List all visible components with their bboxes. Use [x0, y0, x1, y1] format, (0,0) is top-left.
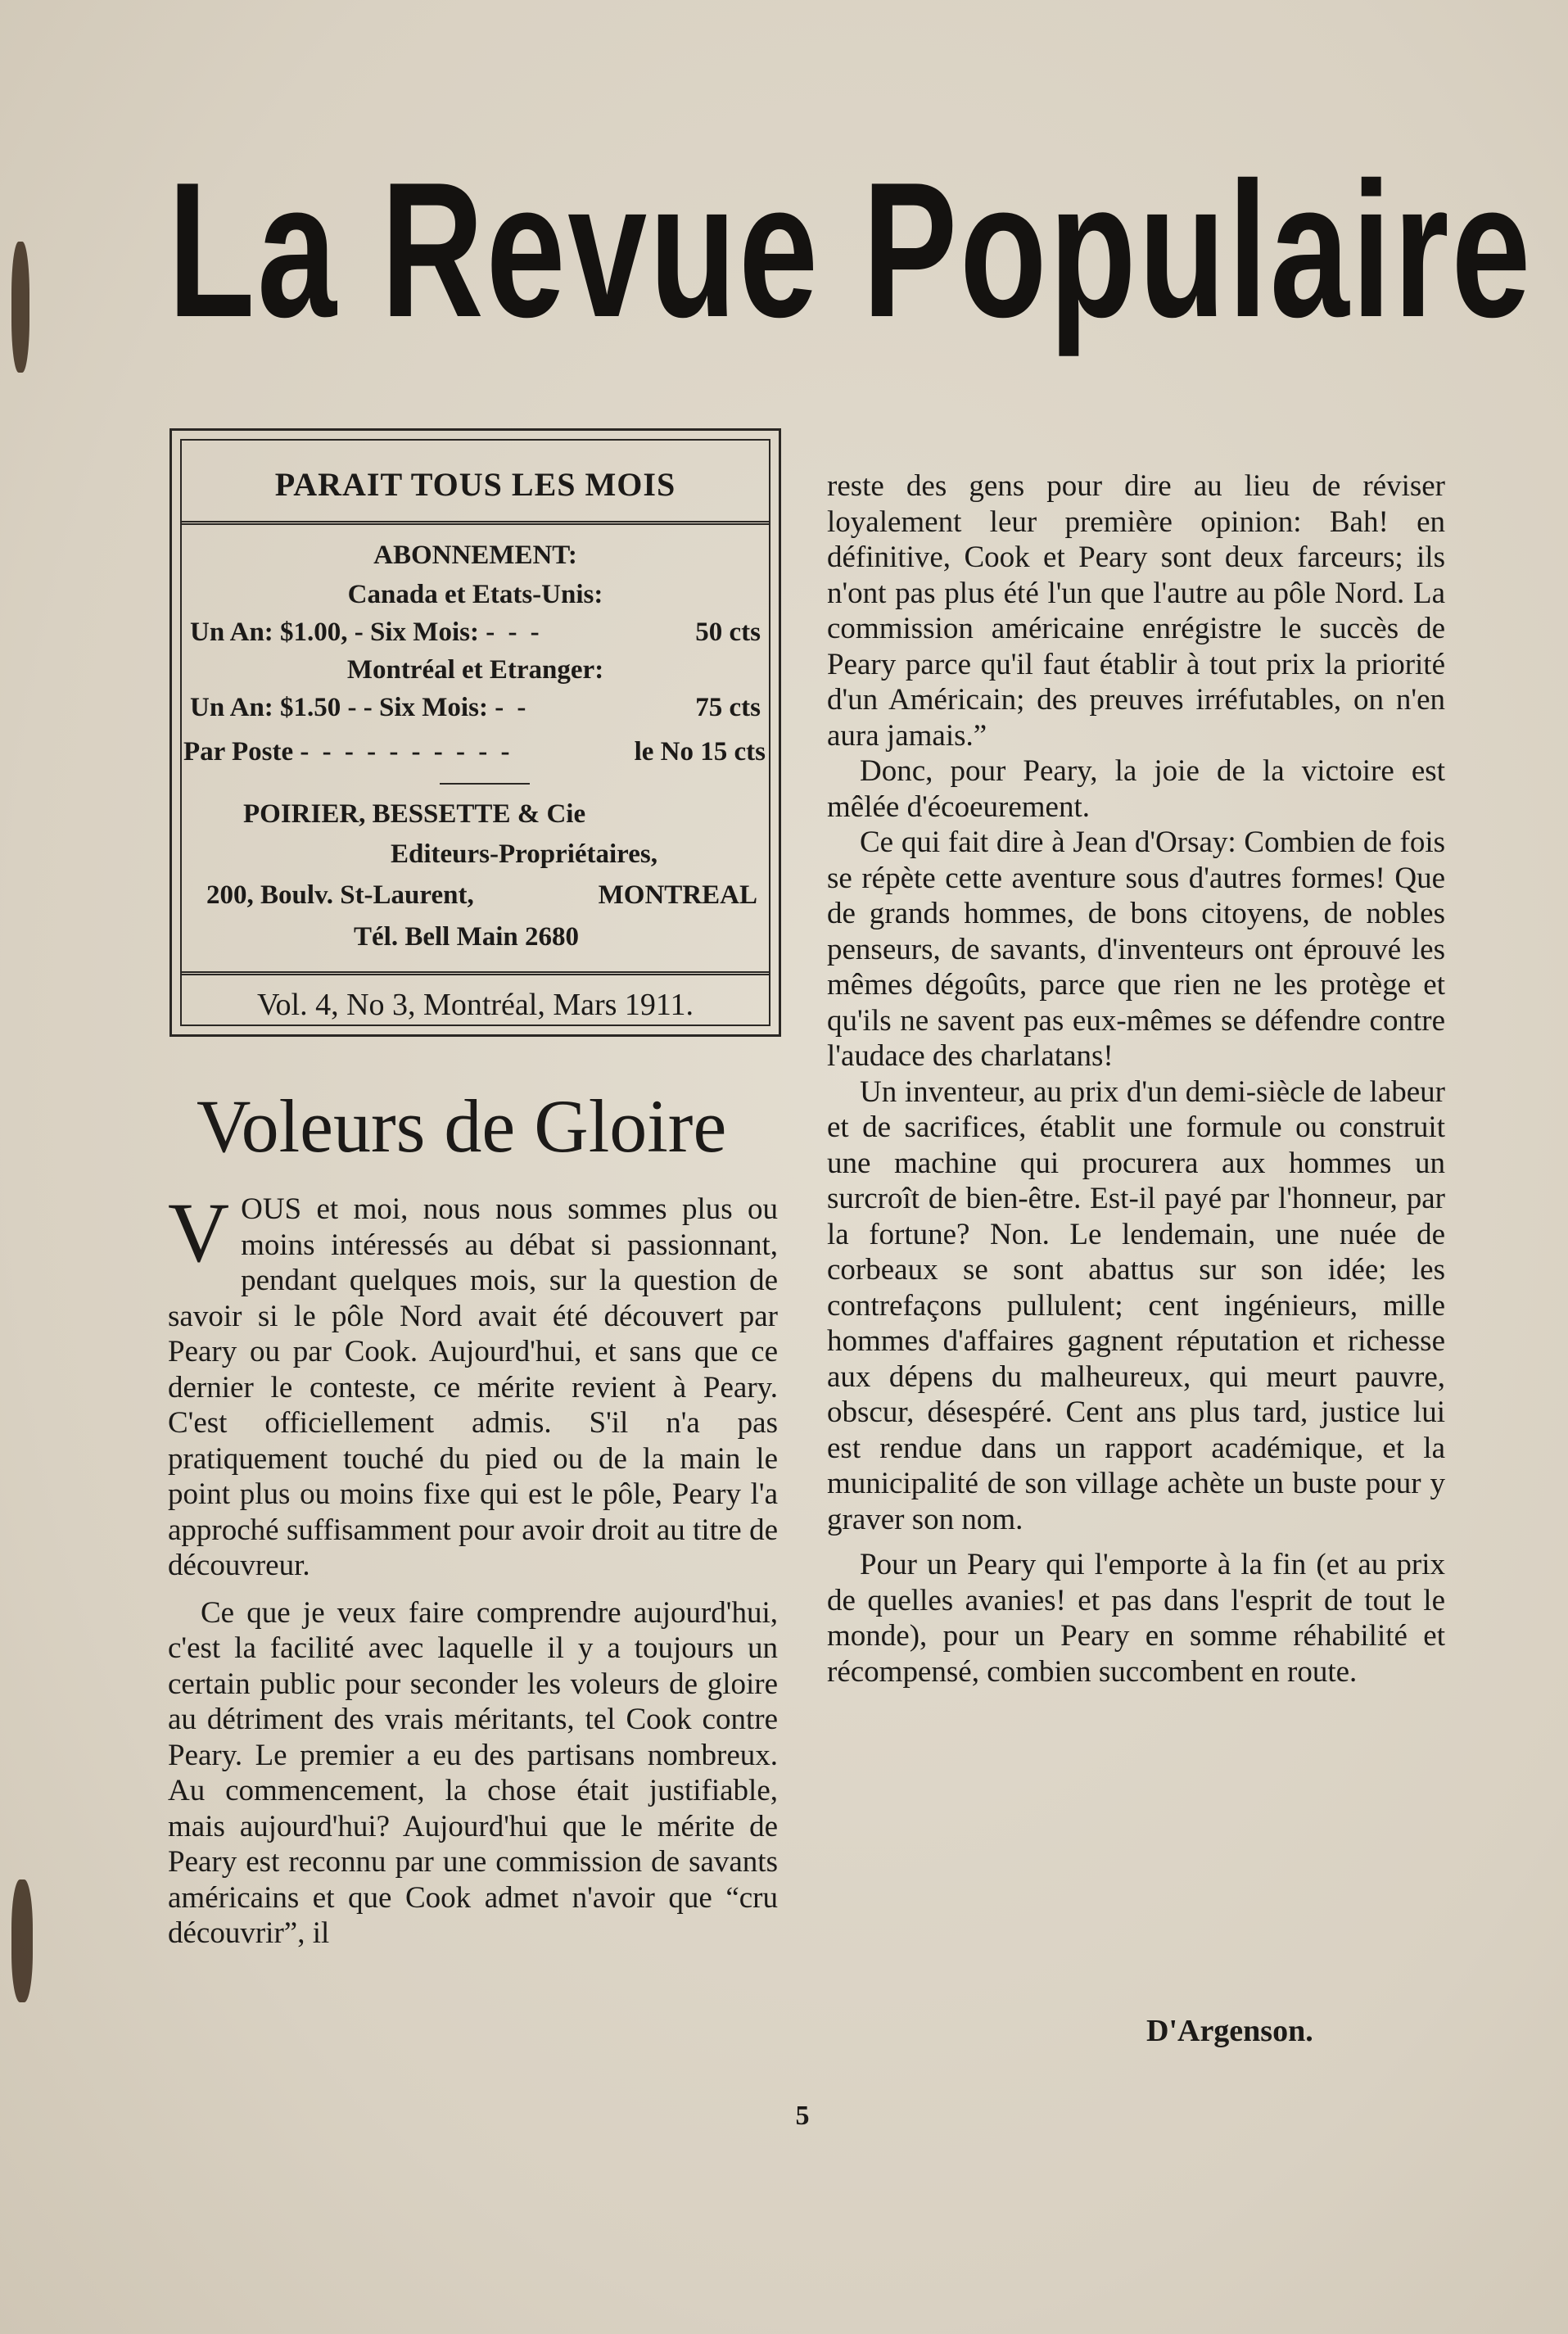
publisher-address: 200, Boulv. St-Laurent, [206, 880, 474, 910]
subscription-label: ABONNEMENT: [373, 541, 577, 570]
publisher-role: Editeurs-Propriétaires, [391, 839, 657, 869]
publication-frequency: PARAIT TOUS LES MOIS [274, 466, 676, 503]
price-six-months-canada-usa: 50 cts [695, 617, 761, 647]
publisher-name: POIRIER, BESSETTE & Cie [243, 799, 586, 829]
article-paragraph: Ce que je veux faire comprendre aujourd'hui, c'est la facilité avec laquelle il y a toujours un certain public pour seconder les voleurs de gloire au détriment des vrais méritants, tel Cook contre Peary. Le premier a eu des partisans nombreux. Au commencement, la chose était justifiable, mais aujourd'hui? Aujourd'hui que le mérite de Peary est reconnu par une commission de savants américains et que Cook admet n'avoir que “cru découvrir”, il [168, 1595, 778, 1950]
price-line-canada-usa [190, 617, 543, 648]
issue-line: Vol. 4, No 3, Montréal, Mars 1911. [256, 988, 694, 1022]
binding-stain [11, 242, 29, 373]
article-column-left [168, 1186, 778, 1952]
article-title: Voleurs de Gloire [197, 1084, 727, 1168]
paragraph-text: OUS et moi, nous nous sommes plus ou moins intéressés au débat si passionnant, pendant quelques mois, sur la question de savoir si le pôle Nord avait été découvert par Peary ou par Cook. Aujourd'hui, et sans que ce dernier le conteste, ce mérite revient à Peary. C'est officiellement admis. S'il n'a pas pratiquement touché du pied ou de la main le point plus ou moins fixe qui est le pôle, Peary l'a approché suffisamment pour avoir droit au titre de découvreur. [168, 1192, 778, 1582]
price-annual-montreal-foreign: Un An: $1.50 - - Six Mois: [190, 693, 488, 722]
price-annual-canada-usa: Un An: $1.00, - Six Mois: [190, 617, 479, 647]
region-montreal-foreign: Montréal et Etranger: [346, 655, 604, 685]
mail-price-value: le No 15 cts [634, 737, 766, 767]
article-paragraph: Un inventeur, au prix d'un demi-siècle de labeur et de sacrifices, établit une formule ou construit une machine qui procurera aux hommes un surcroît de bien-être. Est-il payé par l'honneur, par la fortune? Non. Le lendemain, une nuée de corbeaux se sont abattus sur son idée; les contrefaçons pullulent; cent ingénieurs, mille hommes d'affaires gagnent réputation et richesse aux dépens du malheureux, qui meurt pauvre, obscur, désespéré. Cent ans plus tard, justice lui est rendue dans un rapport académique, et la municipalité de son village achète un buste pour y graver son nom. [827, 1074, 1445, 1536]
article-paragraph: reste des gens pour dire au lieu de réviser loyalement leur première opinion: Bah! en définitive, Cook et Peary sont deux farceurs; ils n'ont pas plus été l'un que l'autre au pôle Nord. La commission américaine enrégistre le succès de Peary parce qu'il faut établir à tout prix la priorité d'un Américain; des preuves irréfutables, on n'en aura jamais.” [827, 469, 1445, 753]
binding-stain [11, 1879, 33, 2002]
mail-price-line [183, 737, 513, 767]
price-six-months-montreal-foreign: 75 cts [695, 693, 761, 722]
region-canada-usa: Canada et Etats-Unis: [347, 580, 603, 609]
publisher-phone: Tél. Bell Main 2680 [354, 922, 579, 952]
price-leader-dashes: - - - - - - - - - - [300, 737, 513, 767]
article-paragraph: Pour un Peary qui l'emporte à la fin (et au prix de quelles avanies! et pas dans l'esprit de tout le monde), pour un Peary en somme réhabilité et récompensé, combien succombent en route. [827, 1548, 1445, 1689]
short-separator [440, 783, 530, 785]
author-signature: D'Argenson. [1146, 2014, 1313, 2048]
price-leader-dashes: - - - [486, 617, 543, 647]
article-paragraph: Donc, pour Peary, la joie de la victoire est mêlée d'écoeurement. [827, 754, 1445, 824]
article-paragraph: Ce qui fait dire à Jean d'Orsay: Combien de fois se répète cette aventure sous d'autres formes! Que de grands hommes, de bons citoyens, de nobles penseurs, de savants, d'inventeurs ont éprouvé les mêmes dégoûts, parce que rien ne les protège et qu'ils ne savent pas eux-mêmes se défendre contre l'audace des charlatans! [827, 825, 1445, 1073]
article-column-right [827, 468, 1445, 1689]
subscription-box [169, 428, 781, 1037]
box-divider [182, 521, 769, 525]
page-number: 5 [795, 2101, 810, 2131]
box-divider [182, 971, 769, 975]
price-line-montreal-foreign [190, 693, 529, 723]
drop-cap: V [168, 1186, 230, 1280]
publisher-city: MONTREAL [598, 880, 757, 910]
price-leader-dashes: - - [495, 693, 530, 722]
article-paragraph [168, 1186, 778, 1584]
masthead-title: La Revue Populaire [168, 142, 1534, 357]
subscription-box-inner-frame [180, 439, 770, 1026]
mail-price-label: Par Poste [183, 737, 294, 767]
